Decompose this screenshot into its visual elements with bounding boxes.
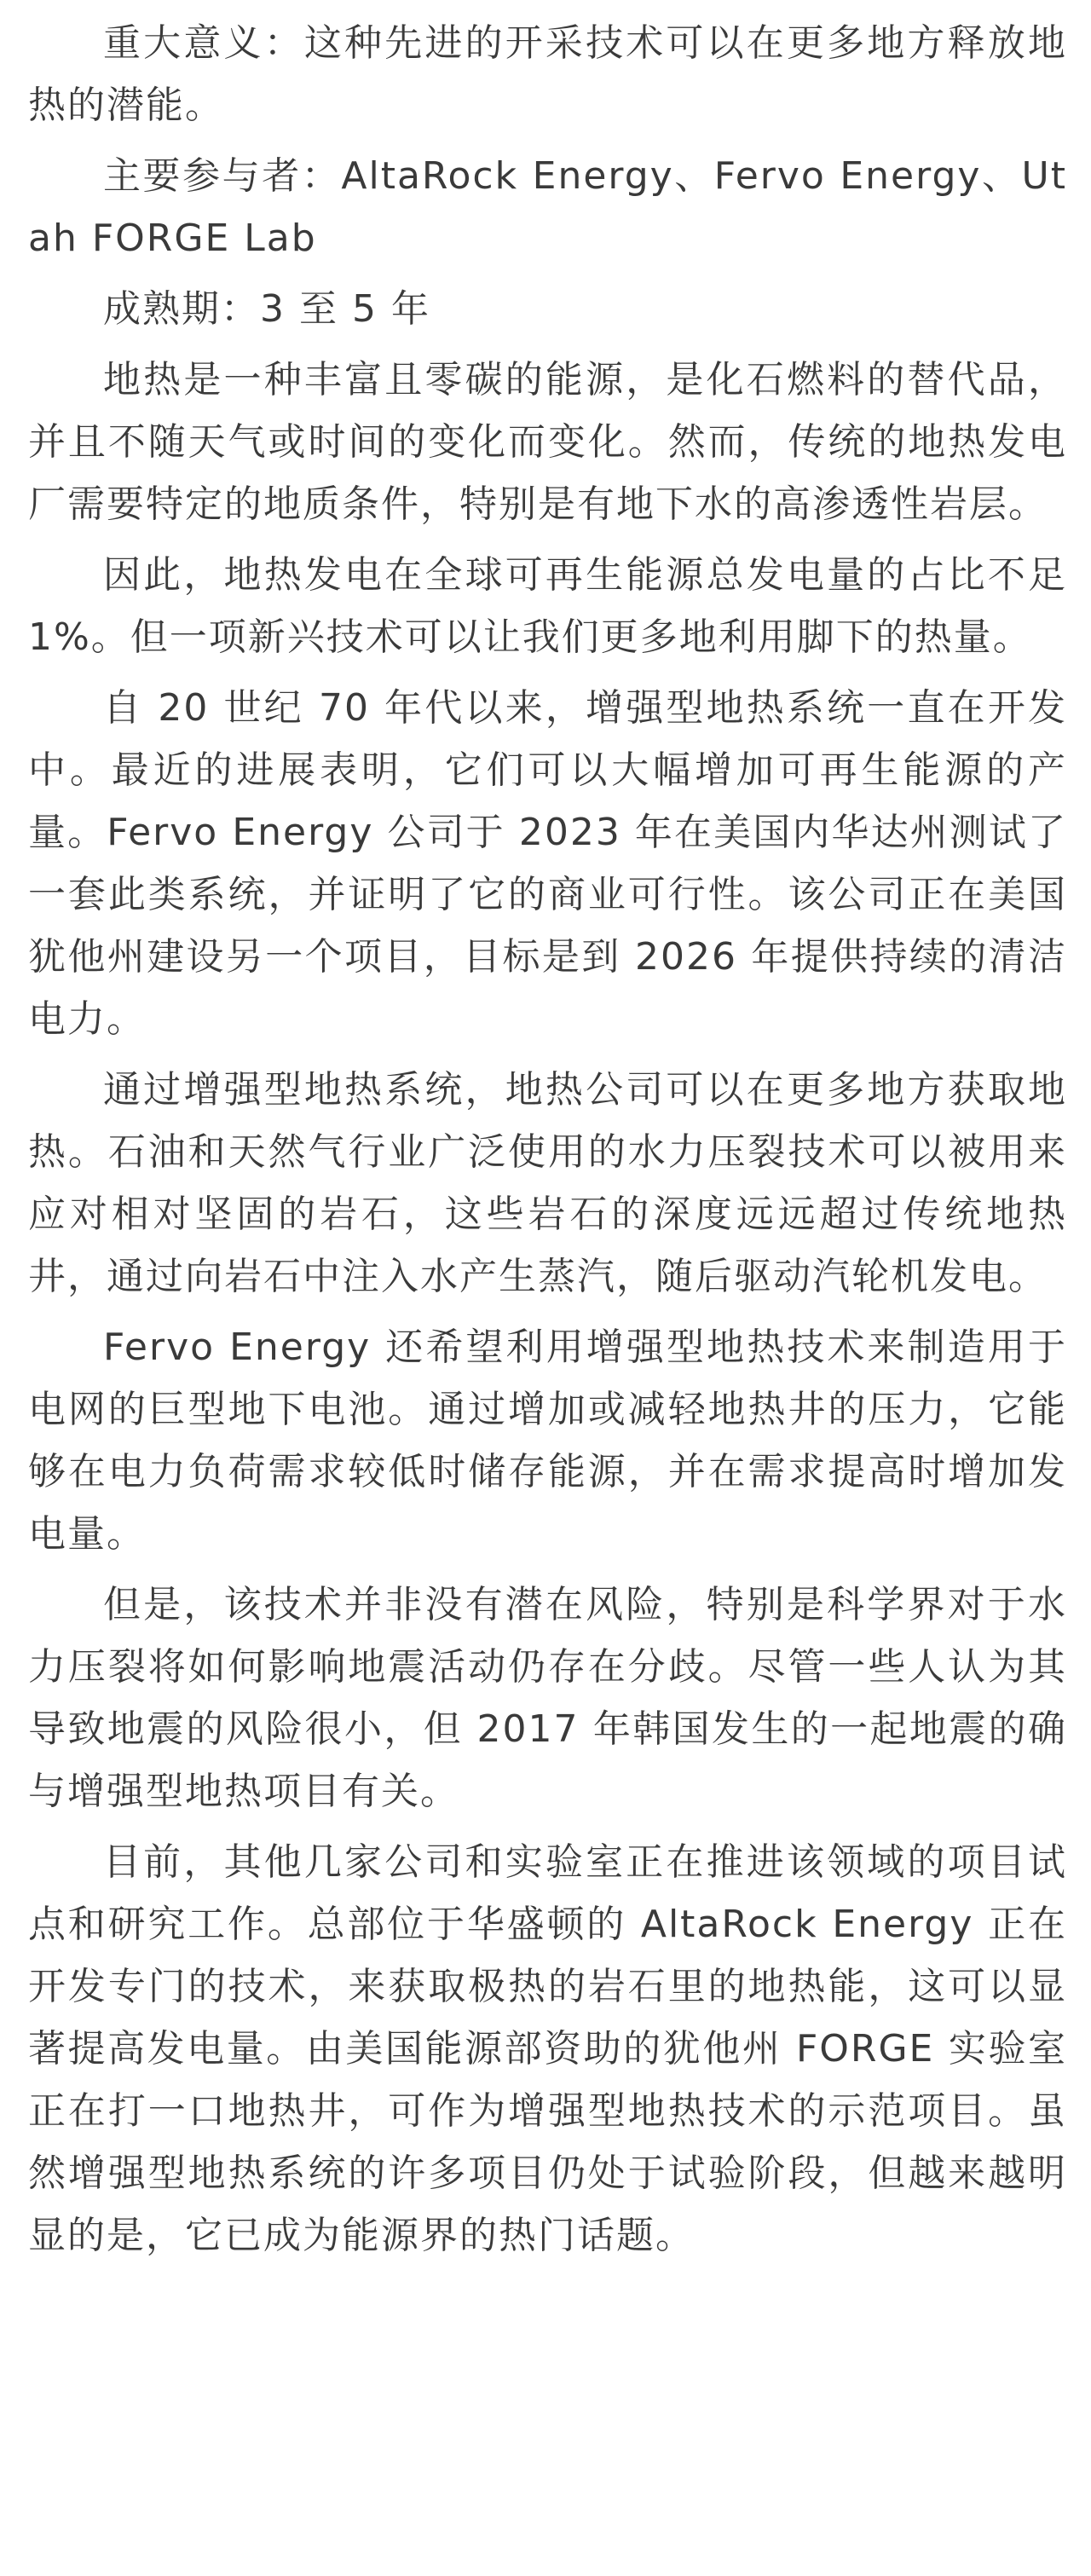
key-players-paragraph: 主要参与者：AltaRock Energy、Fervo Energy、Utah FORGE Lab [28,154,1067,260]
body-paragraph: 因此，地热发电在全球可再生能源总发电量的占比不足 1%。但一项新兴技术可以让我们更多地利用脚下的热量。 [28,553,1067,659]
significance-paragraph: 重大意义：这种先进的开采技术可以在更多地方释放地热的潜能。 [28,21,1067,127]
body-paragraph: 通过增强型地热系统，地热公司可以在更多地方获取地热。石油和天然气行业广泛使用的水力压裂技术可以被用来应对相对坚固的岩石，这些岩石的深度远远超过传统地热井，通过向岩石中注入水产生蒸汽，随后驱动汽轮机发电。 [28,1068,1067,1298]
body-paragraph: 但是，该技术并非没有潜在风险，特别是科学界对于水力压裂将如何影响地震活动仍存在分歧。尽管一些人认为其导致地震的风险很小，但 2017 年韩国发生的一起地震的确与增强型地热项目有关。 [28,1583,1067,1813]
maturity-paragraph: 成熟期：3 至 5 年 [103,287,430,331]
body-paragraph: 自 20 世纪 70 年代以来，增强型地热系统一直在开发中。最近的进展表明，它们可以大幅增加可再生能源的产量。Fervo Energy 公司于 2023 年在美国内华达州测试了一套此类系统，并证明了它的商业可行性。该公司正在美国犹他州建设另一个项目，目标是到 2026 年提供持续的清洁电力。 [28,686,1067,1041]
body-paragraph: Fervo Energy 还希望利用增强型地热技术来制造用于电网的巨型地下电池。通过增加或减轻地热井的压力，它能够在电力负荷需求较低时储存能源，并在需求提高时增加发电量。 [28,1326,1067,1556]
body-paragraph: 地热是一种丰富且零碳的能源，是化石燃料的替代品，并且不随天气或时间的变化而变化。然而，传统的地热发电厂需要特定的地质条件，特别是有地下水的高渗透性岩层。 [28,358,1067,526]
body-paragraph: 目前，其他几家公司和实验室正在推进该领域的项目试点和研究工作。总部位于华盛顿的 AltaRock Energy 正在开发专门的技术，来获取极热的岩石里的地热能，这可以显著提高发电量。由美国能源部资助的犹他州 FORGE 实验室正在打一口地热井，可作为增强型地热技术的示范项目。虽然增强型地热系统的许多项目仍处于试验阶段，但越来越明显的是，它已成为能源界的热门话题。 [28,1840,1067,2257]
